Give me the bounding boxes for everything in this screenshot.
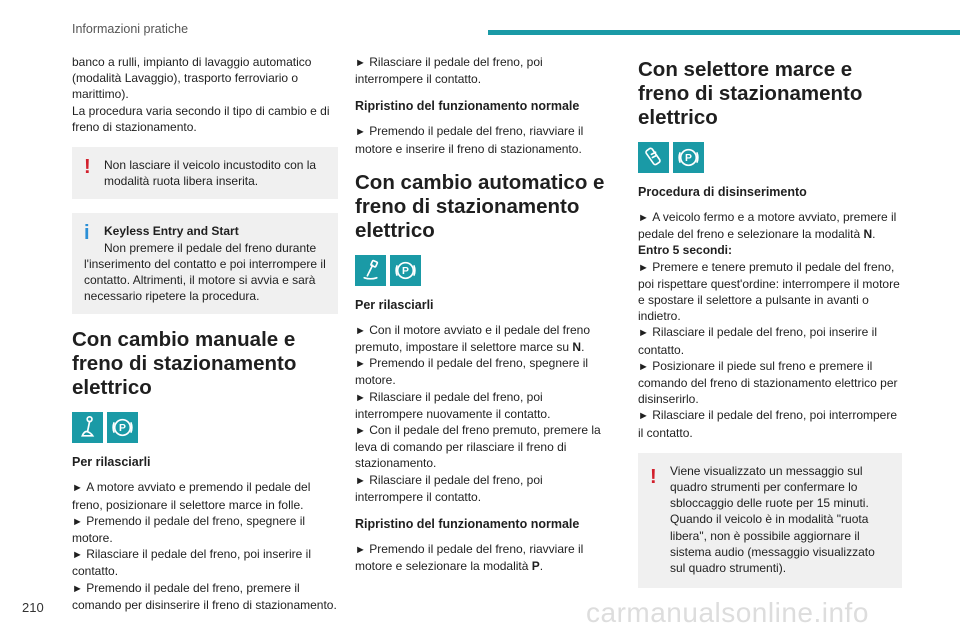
- arrow-icon: ►: [355, 474, 366, 487]
- info-text: Non premere il pedale del freno durante l'inserimento del contatto e poi interrompere il contatto. Altrimenti, il motore si avvia e sarà necessario ripetere la procedura.: [84, 240, 326, 304]
- column-3: [638, 54, 902, 602]
- arrow-icon: ►: [638, 410, 649, 423]
- warning-text: Viene visualizzato un messaggio sul quadro strumenti per confermare lo sbloccaggio delle ruote per 15 minuti. Quando il veicolo è in modalità "ruota libera", non è possibile aggiornare il sistema audio (messaggio visualizzato sul quadro strumenti).: [670, 463, 875, 576]
- subheading-release: Per rilasciarli: [72, 455, 151, 470]
- subheading-restore: Ripristino del funzionamento normale: [355, 99, 580, 114]
- svg-text:P: P: [402, 265, 409, 277]
- step-item: ► Rilasciare il pedale del freno, poi inserire il contatto.: [72, 547, 312, 579]
- step-item: ► Rilasciare il pedale del freno, poi interrompere nuovamente il contatto.: [355, 389, 551, 421]
- step-item: ► Con il motore avviato e il pedale del freno premuto, impostare il selettore marce su N.: [355, 322, 591, 355]
- arrow-icon: ►: [355, 324, 366, 337]
- step-item: ► Premendo il pedale del freno, premere il comando per disinserire il freno di stazionamento.: [72, 580, 337, 612]
- column-2: [355, 54, 605, 574]
- section-heading-automatic: Con cambio automatico e freno di stazionamento elettrico: [355, 170, 605, 242]
- step-item: ► Rilasciare il pedale del freno, poi interrompere il contatto.: [355, 55, 543, 87]
- header-accent-bar: [488, 30, 960, 35]
- parking-brake-p-icon: [673, 142, 704, 173]
- icon-row: [638, 142, 902, 173]
- step-item: ► Premere e tenere premuto il pedale del freno, poi rispettare quest'ordine: interrompere il motore e spostare il selettore a pulsante in avanti o indietro.: [638, 259, 900, 324]
- info-icon: i: [84, 222, 90, 245]
- warning-icon: !: [650, 465, 657, 488]
- svg-text:P: P: [119, 423, 126, 435]
- step-item: ► Con il pedale del freno premuto, premere la leva di comando per rilasciare il freno di stazionamento.: [355, 423, 601, 471]
- arrow-icon: ►: [638, 261, 649, 274]
- step-item: ► Rilasciare il pedale del freno, poi interrompere il contatto.: [355, 472, 543, 504]
- step-item: ► Posizionare il piede sul freno e premere il comando del freno di stazionamento elettrico per disinserirlo.: [638, 358, 898, 407]
- warning-box: [638, 453, 902, 588]
- step-item: ► Premendo il pedale del freno, spegnere il motore.: [355, 356, 589, 388]
- icon-row: [355, 255, 605, 286]
- icon-row: [72, 412, 338, 443]
- step-item: ► Rilasciare il pedale del freno, poi inserire il contatto.: [638, 325, 878, 357]
- gear-lever-icon: [72, 412, 103, 443]
- gear-selector-icon: [638, 142, 669, 173]
- arrow-icon: ►: [355, 358, 366, 371]
- info-box: [72, 213, 338, 314]
- intro-text-2: La procedura varia secondo il tipo di cambio e di freno di stazionamento.: [72, 103, 330, 134]
- arrow-icon: ►: [355, 126, 366, 139]
- parking-brake-p-icon: [107, 412, 138, 443]
- subheading-restore: Ripristino del funzionamento normale: [355, 517, 580, 532]
- arrow-icon: ►: [355, 57, 366, 69]
- arrow-icon: ►: [355, 391, 366, 404]
- intro-text: banco a rulli, impianto di lavaggio automatico (modalità Lavaggio), trasporto ferroviario o marittimo).: [72, 55, 312, 102]
- warning-text: Non lasciare il veicolo incustodito con la modalità ruota libera inserita.: [104, 158, 317, 189]
- step-item: ► Premendo il pedale del freno, spegnere il motore.: [72, 513, 306, 546]
- step-item: ► A veicolo fermo e a motore avviato, premere il pedale del freno e selezionare la modalità N.: [638, 210, 897, 242]
- svg-text:P: P: [685, 153, 692, 165]
- watermark: carmanualsonline.info: [586, 597, 869, 628]
- column-1: [72, 54, 338, 613]
- step-item: ► A motore avviato e premendo il pedale del freno, posizionare il selettore marce in folle.: [72, 480, 311, 512]
- arrow-icon: ►: [72, 482, 83, 495]
- within-label: Entro 5 secondi:: [638, 243, 733, 258]
- section-heading-manual: Con cambio manuale e freno di stazionamento elettrico: [72, 328, 297, 400]
- automatic-selector-icon: [355, 255, 386, 286]
- section-heading-selector: Con selettore marce e freno di stazionamento elettrico: [638, 58, 863, 129]
- arrow-icon: ►: [638, 360, 649, 373]
- subheading-procedure: Procedura di disinserimento: [638, 185, 807, 199]
- arrow-icon: ►: [638, 327, 649, 340]
- section-title: Informazioni pratiche: [72, 22, 189, 36]
- parking-brake-p-icon: [390, 255, 421, 286]
- page-number: 210: [22, 600, 44, 615]
- warning-box: [72, 147, 338, 199]
- warning-icon: !: [84, 156, 91, 179]
- arrow-icon: ►: [72, 549, 83, 562]
- arrow-icon: ►: [72, 582, 83, 595]
- arrow-icon: ►: [72, 515, 83, 528]
- step-item: ► Premendo il pedale del freno, riavviare il motore e inserire il freno di stazionamento.: [355, 124, 584, 156]
- step-item: ► Premendo il pedale del freno, riavviare il motore e selezionare la modalità P.: [355, 542, 584, 574]
- step-item: ► Rilasciare il pedale del freno, poi interrompere il contatto.: [638, 408, 898, 440]
- arrow-icon: ►: [355, 425, 366, 438]
- info-title: Keyless Entry and Start: [104, 224, 239, 239]
- arrow-icon: ►: [638, 212, 649, 224]
- subheading-release: Per rilasciarli: [355, 297, 434, 312]
- arrow-icon: ►: [355, 544, 366, 557]
